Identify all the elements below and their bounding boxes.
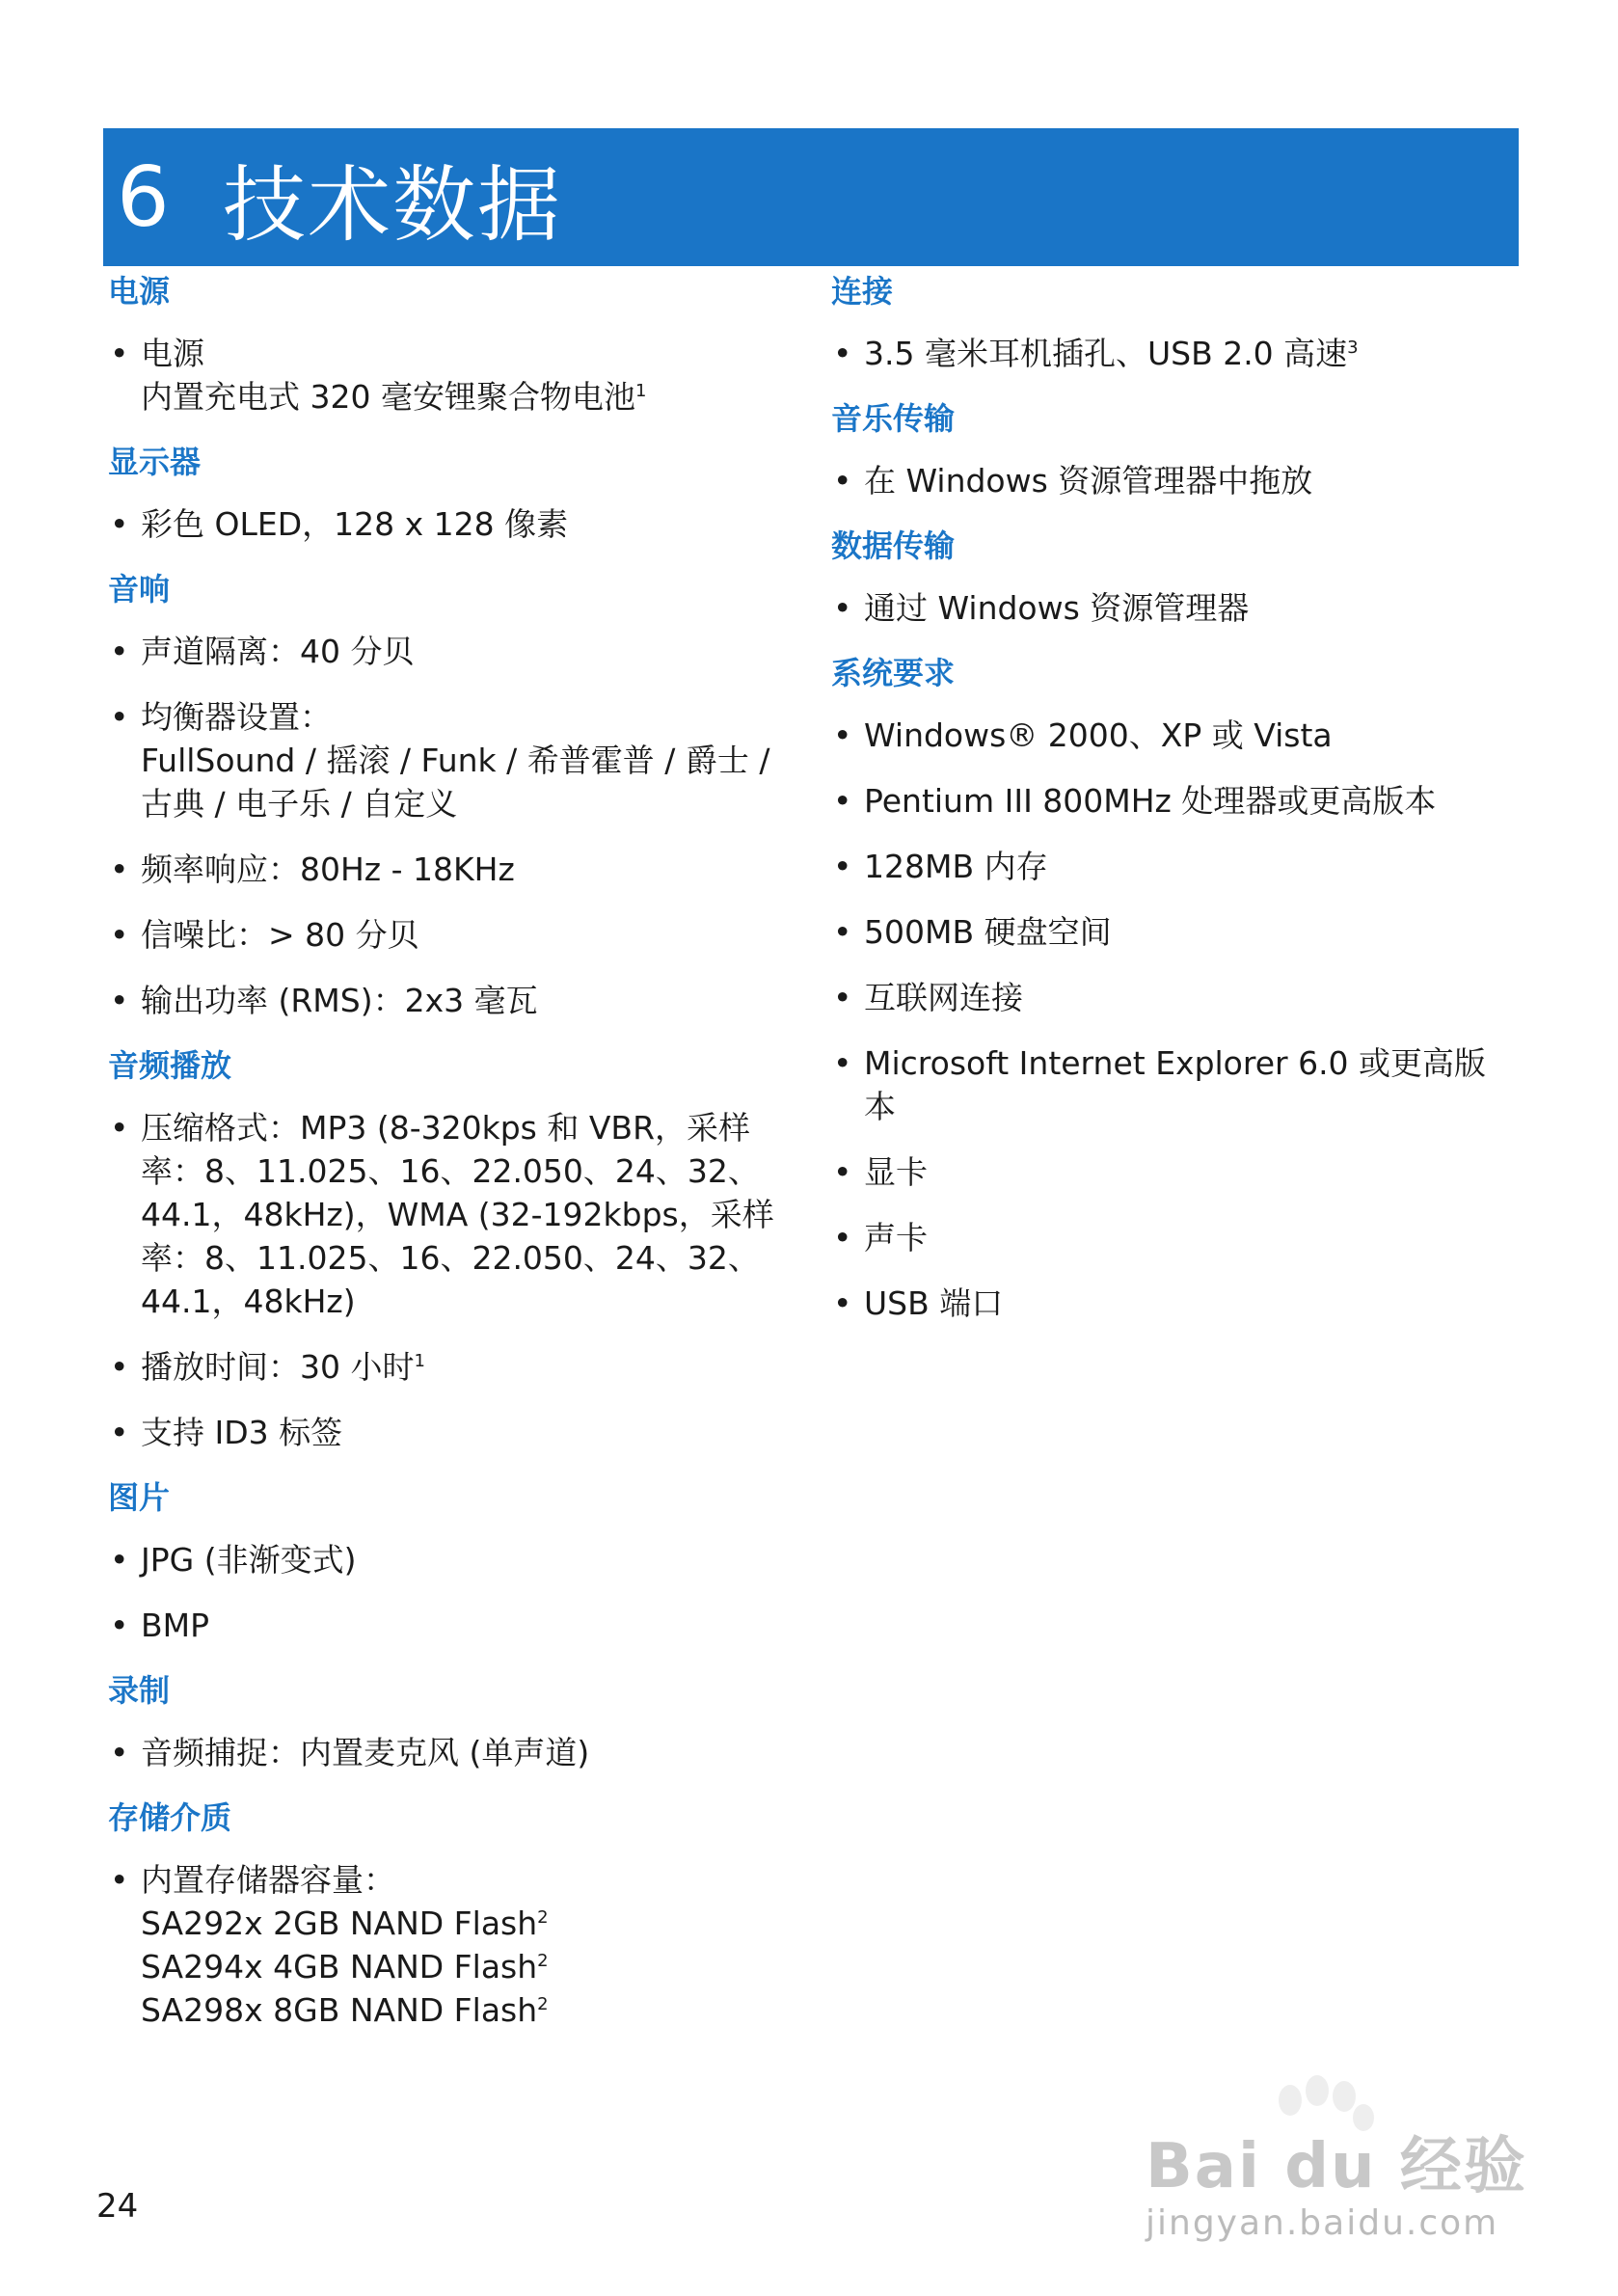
spec-item-text: BMP [141, 1607, 210, 1644]
spec-section [831, 397, 1506, 502]
spec-sub-line: SA294x 4GB NAND Flash [141, 1948, 538, 1985]
spec-item [108, 332, 802, 419]
spec-list [108, 1731, 802, 1774]
spec-item [108, 1106, 802, 1323]
spec-item [831, 714, 1506, 757]
spec-section [108, 1669, 802, 1774]
spec-item-text: 3.5 毫米耳机插孔、USB 2.0 高速 [864, 335, 1348, 372]
spec-item-text: 128MB 内存 [864, 848, 1048, 885]
section-title: 显示器 [108, 444, 202, 480]
spec-item [831, 910, 1506, 954]
chapter-title: 技术数据 [223, 156, 562, 254]
spec-item-text: 输出功率 (RMS)：2x3 毫瓦 [141, 982, 538, 1019]
spec-list [108, 332, 802, 419]
spec-item [831, 459, 1506, 502]
spec-item-text: 支持 ID3 标签 [141, 1414, 343, 1451]
page-number: 24 [96, 2187, 139, 2226]
spec-item [831, 976, 1506, 1019]
spec-section [108, 441, 802, 546]
spec-list [108, 1538, 802, 1647]
spec-item [831, 1150, 1506, 1194]
watermark-brand: Bai du 经验 [1146, 2131, 1527, 2202]
right-column [831, 270, 1506, 1347]
spec-section [831, 652, 1506, 1325]
spec-item [108, 1411, 802, 1454]
spec-sub-line: SA292x 2GB NAND Flash [141, 1904, 538, 1942]
spec-item [108, 979, 802, 1022]
section-title: 音频播放 [108, 1047, 232, 1084]
spec-section [108, 1476, 802, 1647]
spec-item [108, 1858, 802, 2032]
section-title: 系统要求 [831, 655, 956, 691]
spec-list [108, 502, 802, 546]
section-title: 数据传输 [831, 527, 956, 564]
spec-item [831, 332, 1506, 375]
spec-item [831, 845, 1506, 888]
spec-item-text: Microsoft Internet Explorer 6.0 或更高版 本 [864, 1044, 1487, 1125]
spec-item-text: 电源 内置充电式 320 毫安锂聚合物电池 [141, 335, 635, 416]
section-title: 音响 [108, 571, 171, 608]
section-title: 图片 [108, 1479, 171, 1516]
spec-item [108, 1345, 802, 1389]
spec-section [108, 568, 802, 1022]
section-title: 连接 [831, 273, 894, 310]
spec-item-text: 声卡 [864, 1219, 928, 1256]
spec-section [108, 270, 802, 419]
spec-list [831, 714, 1506, 1325]
spec-item [831, 779, 1506, 823]
spec-item-text: 互联网连接 [864, 979, 1023, 1016]
spec-item-text: 内置存储器容量： [141, 1861, 395, 1899]
spec-item [108, 848, 802, 891]
spec-item-text: 播放时间：30 小时 [141, 1348, 415, 1386]
footnote-marker: 3 [1347, 338, 1359, 358]
spec-item-text: Windows® 2000、XP 或 Vista [864, 716, 1333, 754]
spec-item-text: 显卡 [864, 1153, 928, 1191]
spec-section [108, 1044, 802, 1454]
spec-item-text: 500MB 硬盘空间 [864, 913, 1112, 951]
spec-item-text: 音频捕捉：内置麦克风 (单声道) [141, 1734, 590, 1771]
section-title: 音乐传输 [831, 400, 956, 437]
watermark-url: jingyan.baidu.com [1146, 2203, 1499, 2243]
spec-section [108, 1796, 802, 2032]
spec-item-text: 信噪比：> 80 分贝 [141, 916, 419, 954]
chapter-number: 6 [117, 149, 170, 246]
footnote-marker: 1 [634, 381, 647, 401]
spec-item-text: 在 Windows 资源管理器中拖放 [864, 462, 1313, 500]
spec-item [108, 502, 802, 546]
spec-item-text: 声道隔离：40 分贝 [141, 633, 415, 670]
spec-list [108, 630, 802, 1022]
footnote-marker: 1 [414, 1351, 425, 1371]
spec-item [831, 1216, 1506, 1259]
spec-item [831, 586, 1506, 630]
spec-item [108, 630, 802, 673]
spec-item-text: Pentium III 800MHz 处理器或更高版本 [864, 782, 1437, 820]
spec-item [831, 1041, 1506, 1128]
spec-item-text: USB 端口 [864, 1284, 1004, 1322]
spec-item-text: 均衡器设置： FullSound / 摇滚 / Funk / 希普霍普 / 爵士 / 古典 / 电子乐 / 自定义 [141, 698, 770, 823]
spec-item-text: 通过 Windows 资源管理器 [864, 589, 1250, 627]
spec-item [108, 913, 802, 957]
spec-list [831, 459, 1506, 502]
footnote-marker: 2 [537, 1951, 549, 1971]
spec-item-text: 彩色 OLED，128 x 128 像素 [141, 505, 569, 543]
footnote-marker: 2 [537, 1907, 549, 1928]
spec-sub-line: SA298x 8GB NAND Flash [141, 1991, 538, 2029]
section-title: 录制 [108, 1672, 171, 1709]
spec-section [831, 270, 1506, 375]
left-column [108, 270, 802, 2054]
spec-list [831, 332, 1506, 375]
spec-list [108, 1106, 802, 1454]
spec-item-text: JPG (非渐变式) [141, 1541, 357, 1579]
spec-item [108, 1538, 802, 1581]
chapter-header [103, 128, 1519, 266]
spec-item [108, 1731, 802, 1774]
spec-item [108, 695, 802, 825]
spec-item [831, 1282, 1506, 1325]
footnote-marker: 2 [537, 1994, 549, 2014]
section-title: 存储介质 [108, 1799, 232, 1836]
spec-list [831, 586, 1506, 630]
spec-section [831, 525, 1506, 630]
spec-item-text: 频率响应：80Hz - 18KHz [141, 851, 515, 888]
section-title: 电源 [108, 273, 171, 310]
spec-item [108, 1604, 802, 1647]
spec-item-text: 压缩格式：MP3 (8-320kps 和 VBR，采样 率：8、11.025、16、22.050、24、32、 44.1，48kHz)，WMA (32-192kbps，采样 率：8、11.025、16、22.050、24、32、 44.1，48kHz) [141, 1109, 774, 1320]
spec-list [108, 1858, 802, 2032]
